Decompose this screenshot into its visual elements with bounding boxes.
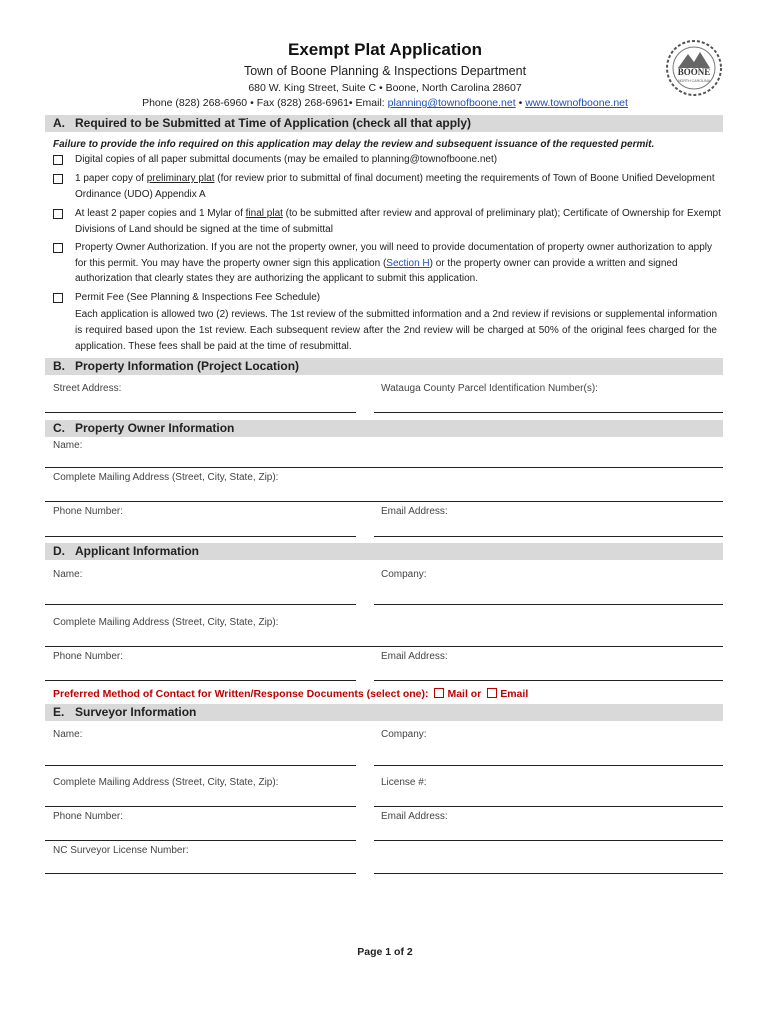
checkbox-fee[interactable] xyxy=(53,293,63,303)
surveyor-company-field[interactable] xyxy=(374,765,723,766)
parcel-id-label: Watauga County Parcel Identification Number(s): xyxy=(381,383,598,394)
surveyor-company-label: Company: xyxy=(381,729,427,740)
street-address-label: Street Address: xyxy=(53,383,122,394)
section-d-title: Applicant Information xyxy=(75,544,199,558)
nc-license-label: NC Surveyor License Number: xyxy=(53,845,189,856)
surveyor-mailing-label: Complete Mailing Address (Street, City, State, Zip): xyxy=(53,777,279,788)
owner-phone-field[interactable] xyxy=(45,536,356,537)
surveyor-license-field[interactable] xyxy=(374,806,723,807)
department-address: 680 W. King Street, Suite C • Boone, North Carolina 28607 xyxy=(248,82,522,94)
page-number: Page 1 of 2 xyxy=(357,946,413,958)
applicant-name-label: Name: xyxy=(53,569,83,580)
surveyor-phone-label: Phone Number: xyxy=(53,811,124,822)
email-label: Email: xyxy=(355,97,385,109)
checkbox-mail[interactable] xyxy=(434,688,444,698)
section-a-title: Required to be Submitted at Time of Application (check all that apply) xyxy=(75,116,472,130)
bullet-separator: • xyxy=(348,97,353,109)
owner-mailing-label: Complete Mailing Address (Street, City, State, Zip): xyxy=(53,472,279,483)
applicant-mailing-field[interactable] xyxy=(45,646,723,647)
surveyor-email-label: Email Address: xyxy=(381,811,448,822)
owner-email-label: Email Address: xyxy=(381,506,448,517)
mail-option-label: Mail or xyxy=(447,688,482,700)
svg-text:NORTH CAROLINA: NORTH CAROLINA xyxy=(677,79,711,83)
blank-field[interactable] xyxy=(374,873,723,874)
phone-number: Phone (828) 268-6960 xyxy=(142,97,248,109)
website-link[interactable]: www.townofboone.net xyxy=(525,97,628,109)
surveyor-name-label: Name: xyxy=(53,729,83,740)
preferred-contact-line xyxy=(53,688,528,700)
bullet-separator: • xyxy=(518,97,523,109)
email-link[interactable]: planning@townofboone.net xyxy=(387,97,516,109)
section-h-link[interactable]: Section H xyxy=(386,257,430,269)
owner-name-label: Name: xyxy=(53,440,83,451)
checklist-item-final: At least 2 paper copies and 1 Mylar of final plat (to be submitted after review and approval of preliminary plat); Certificate of Ownership for Exempt Divisions of Land should be signed at the time of submittal xyxy=(53,206,723,237)
surveyor-phone-field[interactable] xyxy=(45,840,356,841)
warning-text: Failure to provide the info required on this application may delay the review and subsequent issuance of the requested permit. xyxy=(53,139,655,150)
town-logo xyxy=(664,38,724,98)
svg-text:BOONE: BOONE xyxy=(677,67,711,77)
applicant-name-field[interactable] xyxy=(45,604,356,605)
fax-number: Fax (828) 268-6961 xyxy=(256,97,349,109)
bullet-separator: • xyxy=(250,97,254,109)
applicant-mailing-label: Complete Mailing Address (Street, City, State, Zip): xyxy=(53,617,279,628)
email-option-label: Email xyxy=(500,688,529,700)
checkbox-email[interactable] xyxy=(487,688,497,698)
section-b-title: Property Information (Project Location) xyxy=(75,359,300,373)
checkbox-final[interactable] xyxy=(53,209,63,219)
surveyor-license-label: License #: xyxy=(381,777,427,788)
nc-license-field[interactable] xyxy=(45,873,356,874)
section-d-header: D. Applicant Information xyxy=(45,543,723,560)
surveyor-name-field[interactable] xyxy=(45,765,356,766)
owner-mailing-field[interactable] xyxy=(45,501,723,502)
section-e-header: E. Surveyor Information xyxy=(45,704,723,721)
section-b-header: B. Property Information (Project Location) xyxy=(45,358,723,375)
checklist-item-digital: Digital copies of all paper submittal documents (may be emailed to planning@townofboone.net) xyxy=(53,152,723,168)
contact-line xyxy=(0,97,770,109)
page-title: Exempt Plat Application xyxy=(288,40,482,59)
checkbox-authorization[interactable] xyxy=(53,243,63,253)
preferred-contact-label: Preferred Method of Contact for Written/Response Documents (select one): xyxy=(53,688,429,700)
owner-phone-label: Phone Number: xyxy=(53,506,124,517)
checklist-item-authorization: Property Owner Authorization. If you are not the property owner, you will need to provide documentation of property owner authorization to apply for this permit. You may have the property owner sign this application (Section H) or the property owner can provide a written and signed authorization that clearly states they are authorizing the applicant to submit this application. xyxy=(53,240,723,287)
applicant-email-label: Email Address: xyxy=(381,651,448,662)
parcel-id-field[interactable] xyxy=(374,412,723,413)
applicant-email-field[interactable] xyxy=(374,680,723,681)
owner-email-field[interactable] xyxy=(374,536,723,537)
section-c-title: Property Owner Information xyxy=(75,421,235,435)
surveyor-mailing-field[interactable] xyxy=(45,806,356,807)
applicant-company-label: Company: xyxy=(381,569,427,580)
section-c-header: C. Property Owner Information xyxy=(45,420,723,437)
checklist-item-preliminary: 1 paper copy of preliminary plat (for review prior to submittal of final document) meeting the requirements of Town of Boone Unified Development Ordinance (UDO) Appendix A xyxy=(53,171,723,202)
surveyor-email-field[interactable] xyxy=(374,840,723,841)
checkbox-preliminary[interactable] xyxy=(53,174,63,184)
applicant-phone-field[interactable] xyxy=(45,680,356,681)
checkbox-digital[interactable] xyxy=(53,155,63,165)
department-name: Town of Boone Planning & Inspections Department xyxy=(243,64,527,78)
checklist-item-fee: Permit Fee (See Planning & Inspections Fee Schedule) xyxy=(53,290,723,306)
street-address-field[interactable] xyxy=(45,412,356,413)
section-e-title: Surveyor Information xyxy=(75,705,197,719)
applicant-phone-label: Phone Number: xyxy=(53,651,124,662)
owner-name-field[interactable] xyxy=(45,467,723,468)
applicant-company-field[interactable] xyxy=(374,604,723,605)
review-note: Each application is allowed two (2) reviews. The 1st review of the submitted information and a 2nd review if revisions or supplemental information is required based upon the 1st review. Each subsequent review after the 2nd review will be charged at 50% of the original fees charged for the application. These fees shall be paid at the time of resubmittal. xyxy=(75,309,717,352)
section-a-header: A. Required to be Submitted at Time of Application (check all that apply) xyxy=(45,115,723,132)
